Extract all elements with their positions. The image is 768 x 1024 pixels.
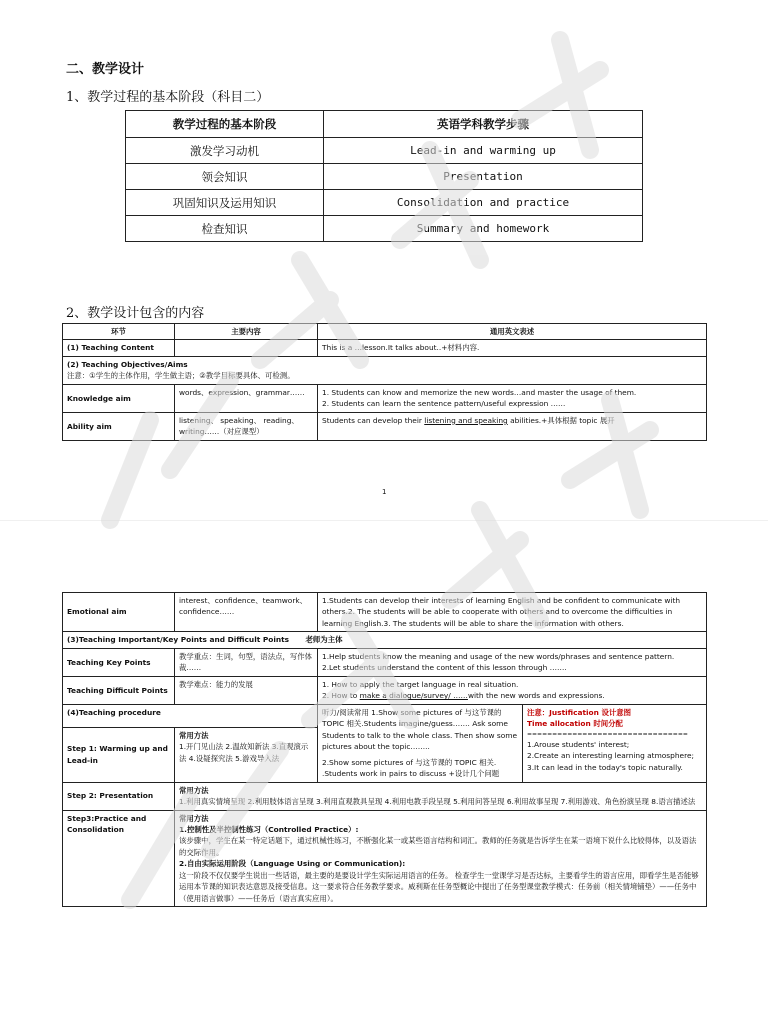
difficult-activity: make a dialogue/survey/ …… — [359, 691, 468, 701]
procedure-table — [62, 592, 707, 907]
table-row — [63, 412, 707, 440]
stages-header-cn: 教学过程的基本阶段 — [126, 111, 324, 138]
step2-methods — [175, 782, 707, 810]
stage-en: Lead-in and warming up — [324, 138, 643, 164]
emotional-aim-expression: 1.Students can develop their interests of learning English and be confident to communicate with others.2. The students will be able to cooperate with others and to overcome the difficulties in learning English.3. The students will be able to share the information with others. — [318, 593, 707, 632]
knowledge-aim-content: words、expression、grammar…… — [175, 384, 318, 412]
methods-title: 常用方法 — [179, 813, 209, 823]
table-row — [63, 810, 707, 907]
ability-text: Students can develop their — [322, 415, 425, 425]
step3-label: Step3:Practice and Consolidation — [63, 810, 175, 907]
key-points-content: 教学重点：生词，句型，语法点，写作体裁…… — [175, 648, 318, 676]
stages-header-en: 英语学科教学步骤 — [324, 111, 643, 138]
page-number: 1 — [382, 488, 387, 496]
time-allocation-note: Time allocation 时间分配 — [527, 719, 623, 729]
justification-line: 3.It can lead in the today's topic naturally. — [527, 762, 683, 772]
section-heading: 二、教学设计 — [66, 62, 145, 77]
knowledge-aim-expression — [318, 384, 707, 412]
knowledge-aim-line: 1. Students can know and memorize the new words…and master the usage of them. — [322, 387, 637, 397]
stage-en: Summary and homework — [324, 216, 643, 242]
empty-cell — [175, 340, 318, 356]
difficult-points-content: 教学难点：能力的发展 — [175, 676, 318, 704]
key-points-line: 1.Help students know the meaning and usage of the new words/phrases and sentence pattern. — [322, 651, 675, 661]
difficult-points-line — [322, 690, 702, 701]
subheading-stages: 1、教学过程的基本阶段（科目二） — [66, 90, 270, 105]
step2-methods-list: 1.利用真实情境呈现 2.利用肢体语言呈现 3.利用直观教具呈现 4.利用电教手段呈现 5.利用问答呈现 6.利用故事呈现 7.利用游戏、角色扮演呈现 8.语言描述法 — [179, 797, 696, 807]
methods-title: 常用方法 — [179, 785, 209, 795]
controlled-practice-text: 该步骤中，学生在某一特定话题下，通过机械性练习，不断强化某一或某些语言结构和词汇。教师的任务就是告诉学生在某一语境下说什么比较得体，以及语法的交际作用。 — [179, 836, 697, 857]
language-using-title: 2.自由实际运用阶段（Language Using or Communication): — [179, 859, 406, 869]
table-row — [63, 356, 707, 384]
difficult-points-label: Teaching Difficult Points — [63, 676, 175, 704]
stage-cn: 激发学习动机 — [126, 138, 324, 164]
design-contents-table — [62, 323, 707, 441]
col-header-step: 环节 — [63, 324, 175, 340]
key-points-line: 2.Let students understand the content of this lesson through ……. — [322, 663, 567, 673]
ability-aim-label: Ability aim — [63, 412, 175, 440]
col-header-english: 通用英文表述 — [318, 324, 707, 340]
emotional-aim-label: Emotional aim — [63, 593, 175, 632]
table-row — [126, 216, 643, 242]
step1-label: Step 1: Warming up and Lead-in — [63, 727, 175, 782]
ability-skills: listening and speaking — [424, 415, 508, 425]
stage-cn: 检查知识 — [126, 216, 324, 242]
objectives-title: (2) Teaching Objectives/Aims — [67, 359, 188, 369]
points-row — [63, 632, 707, 648]
procedure-pictures-1: 听力/阅读常用 1.Show some pictures of 与这节课的 TOPIC 相关.Students imagine/guess……. Ask some Students to talk to the whole class. Then show some pictures about the topic…….. — [322, 707, 518, 752]
difficult-points-expression — [318, 676, 707, 704]
ability-aim-content: listening、 speaking、 reading、 writing……（对应课型） — [175, 412, 318, 440]
language-using-text: 这一阶段不仅仅要学生说出一些话语，最主要的是要设计学生实际运用语言的任务。 检查学生一堂课学习是否达标，主要看学生的语言应用，即看学生是否能够运用本节课的知识表达意思及接受信息。这一要求符合任务教学要求。威利斯在任务型概论中提出了任务型课堂教学模式：任务前（相关情境铺垫）——任务中（使用语言做事）——任务后（语言真实应用）。 — [179, 870, 699, 903]
procedure-pictures — [318, 704, 523, 782]
table-row — [63, 593, 707, 632]
knowledge-aim-line: 2. Students can learn the sentence pattern/useful expression …… — [322, 399, 566, 409]
key-points-label: Teaching Key Points — [63, 648, 175, 676]
procedure-pictures-2: 2.Show some pictures of 与这节课的 TOPIC 相关. .Students work in pairs to discuss +设计几个问题 — [322, 757, 500, 779]
difficult-points-line: 1. How to apply the target language in real situation. — [322, 679, 519, 689]
stages-table — [125, 110, 643, 242]
justification-line: 2.Create an interesting learning atmosphere; — [527, 751, 694, 761]
controlled-practice-title: 1.控制性及半控制性练习（Controlled Practice）: — [179, 824, 359, 834]
objectives-row — [63, 356, 707, 384]
table-row — [63, 632, 707, 648]
step1-methods — [175, 727, 318, 782]
stage-cn: 领会知识 — [126, 164, 324, 190]
stage-cn: 巩固知识及运用知识 — [126, 190, 324, 216]
step3-methods — [175, 810, 707, 907]
table-row — [63, 340, 707, 356]
procedure-justification — [523, 704, 707, 782]
subheading-contents: 2、教学设计包含的内容 — [66, 306, 205, 321]
col-header-content: 主要内容 — [175, 324, 318, 340]
table-row — [63, 782, 707, 810]
justification-note: 注意：Justification 设计意图 — [527, 707, 632, 717]
key-points-expression — [318, 648, 707, 676]
equals-divider: ================================ — [527, 730, 688, 738]
objectives-note: 注意：①学生的主体作用，学生做主语；②教学目标要具体、可检测。 — [67, 371, 295, 381]
points-title: (3)Teaching Important/Key Points and Difficult Points — [67, 635, 290, 645]
table-row — [126, 190, 643, 216]
justification-line: 1.Arouse students' interest; — [527, 739, 630, 749]
stage-en: Presentation — [324, 164, 643, 190]
teaching-content-expression: This is a …lesson.It talks about..+材料内容. — [318, 340, 707, 356]
procedure-title: (4)Teaching procedure — [63, 704, 318, 727]
difficult-text: 2. How to — [322, 691, 360, 701]
teacher-subject-note: 老师为主体 — [305, 635, 343, 645]
methods-title: 常用方法 — [179, 730, 209, 740]
knowledge-aim-label: Knowledge aim — [63, 384, 175, 412]
table-row — [63, 704, 707, 727]
difficult-text: with the new words and expressions. — [467, 691, 605, 701]
table-row — [63, 676, 707, 704]
ability-text: abilities.+具体根据 topic 展开 — [507, 415, 615, 425]
step2-label: Step 2: Presentation — [63, 782, 175, 810]
page-divider — [0, 520, 768, 521]
ability-aim-expression — [318, 412, 707, 440]
emotional-aim-content: interest、confidence、teamwork、confidence…… — [175, 593, 318, 632]
table-row — [126, 164, 643, 190]
table-row — [63, 384, 707, 412]
table-row — [63, 648, 707, 676]
step1-methods-list: 1.开门见山法 2.温故知新法 3.直观演示法 4.设疑探究法 5.游戏导入法 — [179, 742, 309, 763]
stage-en: Consolidation and practice — [324, 190, 643, 216]
teaching-content-label: (1) Teaching Content — [63, 340, 175, 356]
table-row — [126, 138, 643, 164]
